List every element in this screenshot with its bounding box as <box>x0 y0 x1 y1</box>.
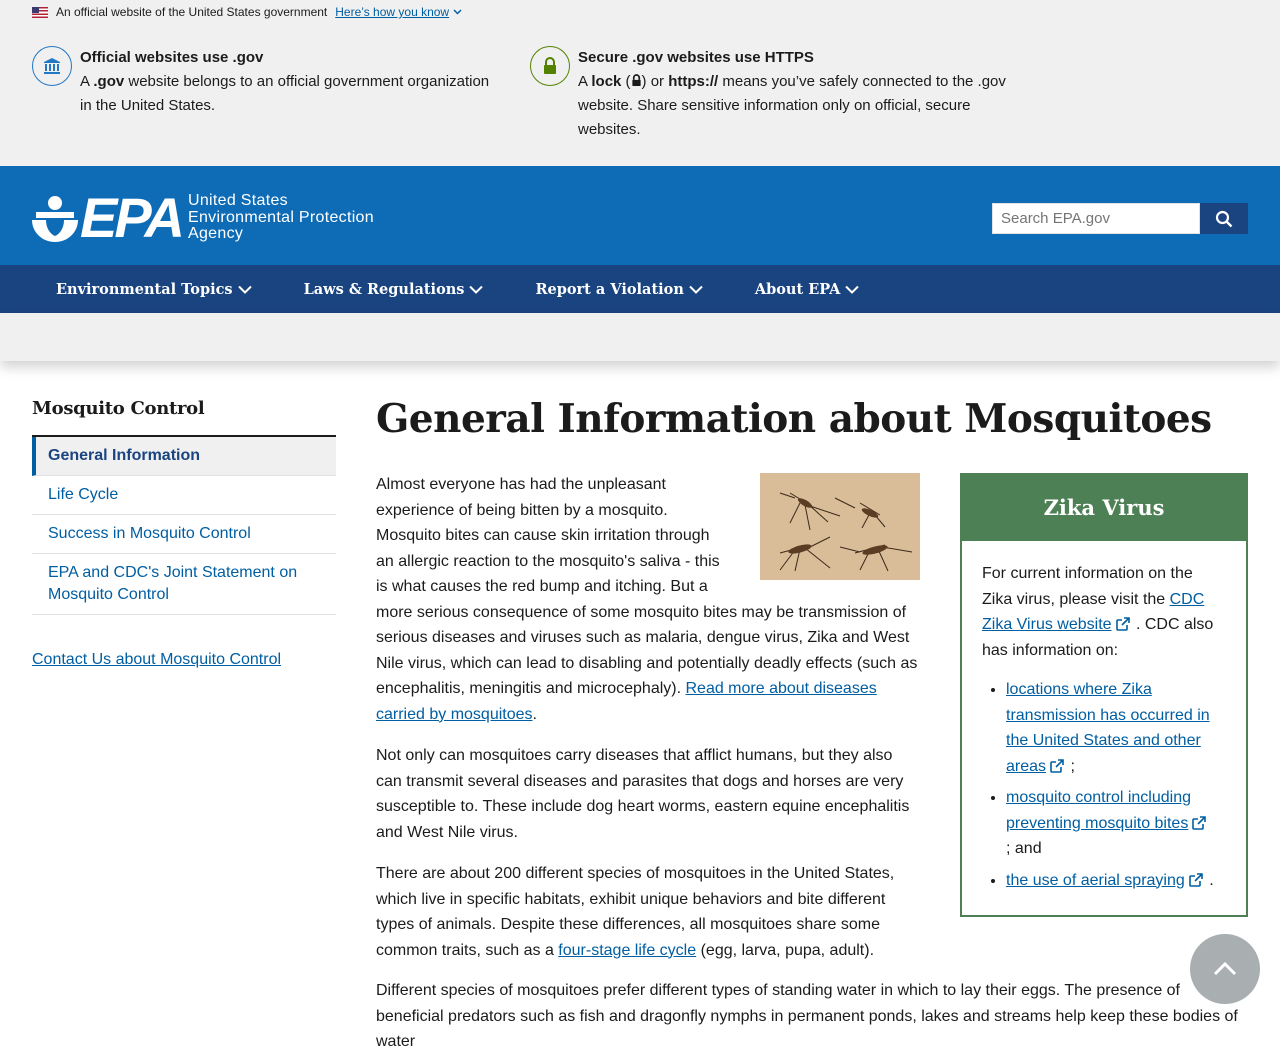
sidebar-title: Mosquito Control <box>32 398 336 437</box>
agency-line-1: United States <box>188 192 288 210</box>
dotgov-circle <box>32 46 72 86</box>
https-prefix: A <box>578 73 592 90</box>
dotgov-prefix: A <box>80 73 94 90</box>
sidebar-list <box>32 437 336 615</box>
search-icon <box>1215 210 1233 228</box>
main-nav <box>0 265 1280 313</box>
nav-about-epa[interactable] <box>739 265 876 313</box>
nav-environmental-topics[interactable] <box>40 265 268 313</box>
paragraph-3 <box>376 861 920 963</box>
paragraph-1-end: . <box>532 705 537 723</box>
dotgov-text: website belongs to an official government organization in the United States. <box>80 73 490 114</box>
https-guidance: Secure .gov websites use HTTPS A lock ( ) or https:// means you’ve safely connected to the .gov website. Share sensitive information only on official, secure websites. <box>530 46 1010 142</box>
how-you-know-label: Here’s how you know <box>335 5 450 19</box>
https-lock-word: lock <box>591 73 622 90</box>
paragraph-3-end: (egg, larva, pupa, adult). <box>696 941 875 959</box>
zika-item-suffix: ; and <box>1006 840 1042 857</box>
cdc-zika-link-label: CDC Zika Virus website <box>982 590 1205 633</box>
diseases-link[interactable]: Read more about diseases carried by mosquitoes <box>376 680 877 723</box>
zika-intro: For current information on the Zika virus, please visit the <box>982 565 1193 608</box>
nav-label: About EPA <box>754 280 841 298</box>
epa-flower-icon <box>32 194 78 242</box>
agency-line-2: Environmental Protection <box>188 208 374 226</box>
https-title: Secure .gov websites use HTTPS <box>578 49 814 66</box>
logo-letters: EPA <box>80 186 182 249</box>
aerial-spraying-label: the use of aerial spraying <box>1006 871 1185 889</box>
sidebar-item-life-cycle[interactable] <box>32 476 336 515</box>
chevron-down-icon <box>845 285 859 294</box>
breadcrumb-band <box>0 313 1280 361</box>
article-body <box>376 472 920 979</box>
life-cycle-link[interactable]: four-stage life cycle <box>558 941 697 959</box>
external-link-icon <box>1116 617 1130 631</box>
external-link-icon <box>1189 873 1203 887</box>
nav-label: Report a Violation <box>535 280 684 298</box>
mosquito-control-link[interactable] <box>1006 789 1208 832</box>
https-bold: https:// <box>668 73 719 90</box>
paragraph-1-text: Almost everyone has had the unpleasant experience of being bitten by a mosquito. Mosquito bites can cause skin irritation through an allergic reaction to the mosquito's saliva - this is what causes the red bump and itching. But a more serious consequence of some mosquito bites may be transmission of serious diseases and viruses such as malaria, dengue virus, Zika and West Nile virus, which can lead to disabling and potentially deadly effects (such as encephalitis, meningitis and microcephaly). <box>376 476 918 697</box>
agency-line-3: Agency <box>188 225 244 243</box>
us-flag-icon <box>32 7 48 18</box>
https-mid: ) or <box>641 73 669 90</box>
mosquito-illustration <box>760 473 920 580</box>
agency-name <box>188 193 374 243</box>
chevron-down-icon <box>453 9 462 15</box>
sidebar-item-joint-statement[interactable] <box>32 554 336 615</box>
sidebar-item-general-information[interactable] <box>32 437 336 476</box>
government-building-icon <box>42 56 62 76</box>
sidebar-item-label[interactable]: EPA and CDC's Joint Statement on Mosquito Control <box>48 564 298 603</box>
paragraph-3-text: There are about 200 different species of mosquitoes in the United States, which live in specific habitats, exhibit unique behaviors and bite different types of animals. Despite these differences, all mosquitoes share some common traits, such as a <box>376 865 895 959</box>
zika-box-title: Zika Virus <box>962 473 1246 541</box>
external-link-icon <box>1192 816 1206 830</box>
epa-logo[interactable] <box>32 186 374 249</box>
zika-item-suffix: . <box>1204 871 1214 889</box>
zika-locations-link[interactable] <box>1006 681 1210 775</box>
zika-locations-label: locations where Zika transmission has occurred in the United States and other areas <box>1006 681 1210 775</box>
dotgov-guidance <box>32 46 502 118</box>
paragraph-2: Not only can mosquitoes carry diseases that afflict humans, but they also can transmit several diseases and parasites that dogs and horses are very susceptible to. These include dog heart worms, eastern equine encephalitis and West Nile virus. <box>376 747 910 841</box>
nav-laws-regulations[interactable] <box>288 265 500 313</box>
sidebar-item-label[interactable]: General Information <box>48 447 201 464</box>
sidebar-item-success[interactable] <box>32 515 336 554</box>
site-search <box>992 203 1248 234</box>
gov-banner-header <box>32 4 462 20</box>
mosquito-control-label: mosquito control including preventing mosquito bites <box>1006 789 1191 832</box>
external-link-icon <box>1050 759 1064 773</box>
nav-report-violation[interactable] <box>519 265 718 313</box>
back-to-top-button[interactable] <box>1190 934 1260 1004</box>
gov-banner <box>0 0 1280 166</box>
search-button[interactable] <box>1200 203 1248 234</box>
small-lock-icon <box>631 74 642 87</box>
zika-intro-end: . CDC also has information on: <box>982 616 1214 659</box>
nav-label: Laws & Regulations <box>303 280 465 298</box>
search-input[interactable] <box>992 203 1200 234</box>
https-text: means you’ve safely connected to the .gov website. Share sensitive information only on official, secure websites. <box>578 73 1006 138</box>
chevron-up-icon <box>1213 962 1237 976</box>
zika-box-body <box>962 541 1246 915</box>
zika-list-item <box>1006 785 1226 862</box>
sidebar-item-label[interactable]: Success in Mosquito Control <box>48 525 251 542</box>
dotgov-bold: .gov <box>93 73 125 90</box>
sidebar-nav <box>32 398 336 669</box>
page-title: General Information about Mosquitoes <box>376 396 1212 442</box>
sidebar-item-label[interactable]: Life Cycle <box>48 486 119 503</box>
lock-icon <box>542 57 558 75</box>
official-website-text: An official website of the United States government <box>56 5 328 19</box>
dotgov-title: Official websites use .gov <box>80 49 264 66</box>
main-content <box>376 396 1248 443</box>
https-circle <box>530 46 570 86</box>
chevron-down-icon <box>689 285 703 294</box>
zika-item-suffix: ; <box>1066 757 1075 775</box>
zika-list-item <box>1006 868 1226 894</box>
contact-us-link[interactable]: Contact Us about Mosquito Control <box>32 651 282 668</box>
aerial-spraying-link[interactable] <box>1006 872 1205 889</box>
paragraph-4: Different species of mosquitoes prefer different types of standing water in which to lay their eggs. The presence of beneficial predators such as fish and dragonfly nymphs in permanent ponds, lakes and streams help keep these bodies of water <box>376 982 1238 1050</box>
zika-list-item <box>1006 677 1226 779</box>
zika-info-list <box>982 677 1226 893</box>
chevron-down-icon <box>238 285 252 294</box>
how-you-know-toggle[interactable] <box>335 5 462 19</box>
mosquito-photo <box>760 473 920 580</box>
site-header <box>0 166 1280 265</box>
chevron-down-icon <box>469 285 483 294</box>
nav-label: Environmental Topics <box>56 280 233 298</box>
zika-virus-box <box>960 473 1248 917</box>
paragraph-1 <box>376 472 920 727</box>
